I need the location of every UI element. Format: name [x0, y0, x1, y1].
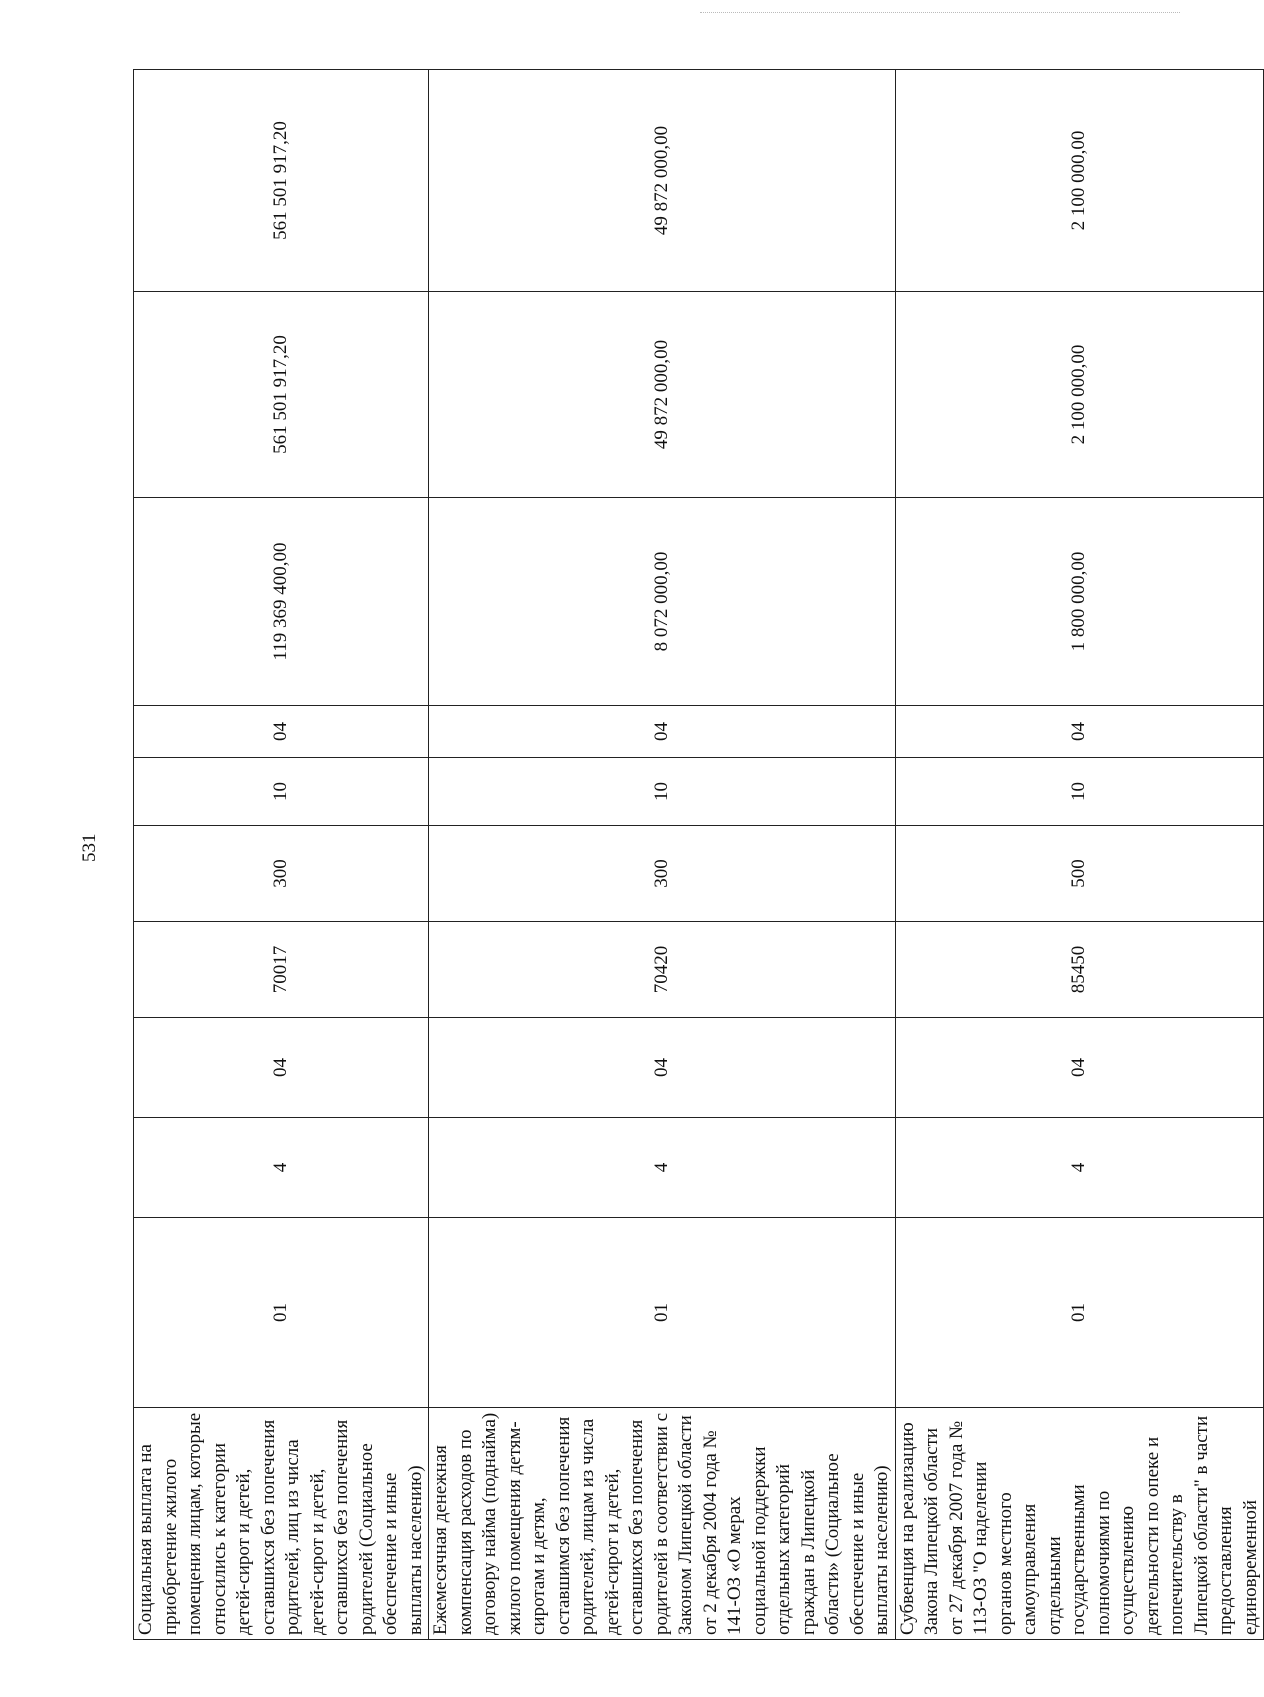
row-description: Социальная выплата на приобретение жилого помещения лицам, которые относились к категории детей-сирот и детей, оставшихся без попечения родителей, лиц из числа детей-сирот и детей, оставшихся без попечения родителей (Социальное обеспечение и иные выплаты населению): [134, 1408, 429, 1640]
main-activity-code: 04: [429, 1018, 896, 1118]
amount-1: 1 800 000,00: [895, 498, 1264, 706]
row-description: Ежемесячная денежная компенсация расходов по договору найма (поднайма) жилого помещения детям-сиротам и детям, оставшимся без попечения родителей, лицам из числа детей-сирот и детей, оставшихся без попечения родителей в соответствии с Законом Липецкой области от 2 декабря 2004 года № 141-ОЗ «О мерах социальной поддержки отдельных категорий граждан в Липецкой области» (Социальное обеспечение и иные выплаты населению): [429, 1408, 896, 1640]
amount-1: 119 369 400,00: [134, 498, 429, 706]
section-code: 10: [429, 758, 896, 826]
subprogram-code: 4: [895, 1118, 1264, 1218]
subprogram-code: 4: [134, 1118, 429, 1218]
subsection-code: 04: [134, 706, 429, 758]
section-code: 10: [895, 758, 1264, 826]
program-code: 01: [134, 1218, 429, 1408]
subsection-code: 04: [429, 706, 896, 758]
rotated-table-wrapper: [133, 70, 1261, 1640]
amount-2: 2 100 000,00: [895, 292, 1264, 498]
program-code: 01: [895, 1218, 1264, 1408]
program-code: 01: [429, 1218, 896, 1408]
amount-2: 49 872 000,00: [429, 292, 896, 498]
table-row: [134, 70, 429, 1640]
expense-type-code: 300: [429, 826, 896, 922]
subsection-code: 04: [895, 706, 1264, 758]
amount-3: 2 100 000,00: [895, 70, 1264, 292]
scan-artifact-line: [700, 12, 1180, 14]
direction-code: 70017: [134, 922, 429, 1018]
table-row: [895, 70, 1264, 1640]
page-number: 531: [79, 833, 100, 862]
amount-1: 8 072 000,00: [429, 498, 896, 706]
row-description: Субвенция на реализацию Закона Липецкой области от 27 декабря 2007 года № 113-ОЗ "О наделении органов местного самоуправления отдельными государственными полномочиями по осуществлению деятельности по опеке и попечительству в Липецкой области" в части предоставления единовременной: [895, 1408, 1264, 1640]
amount-3: 561 501 917,20: [134, 70, 429, 292]
expense-type-code: 300: [134, 826, 429, 922]
amount-2: 561 501 917,20: [134, 292, 429, 498]
expense-type-code: 500: [895, 826, 1264, 922]
budget-table: [133, 69, 1264, 1640]
section-code: 10: [134, 758, 429, 826]
main-activity-code: 04: [134, 1018, 429, 1118]
main-activity-code: 04: [895, 1018, 1264, 1118]
direction-code: 70420: [429, 922, 896, 1018]
table-row: [429, 70, 896, 1640]
direction-code: 85450: [895, 922, 1264, 1018]
subprogram-code: 4: [429, 1118, 896, 1218]
amount-3: 49 872 000,00: [429, 70, 896, 292]
